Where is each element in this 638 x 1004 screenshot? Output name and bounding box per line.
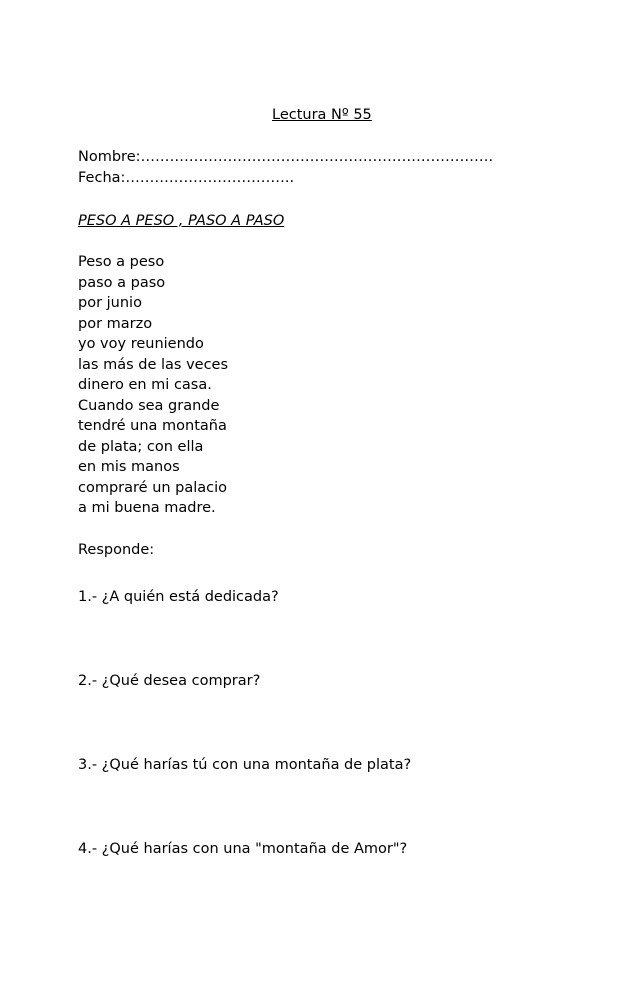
poem-line: a mi buena madre. <box>78 500 216 516</box>
reading-title: PESO A PESO , PASO A PASO <box>78 213 285 229</box>
poem-line: compraré un palacio <box>78 479 228 496</box>
poem-line: por marzo <box>78 315 153 332</box>
poem-line: paso a paso <box>78 274 166 291</box>
poem-line: en mis manos <box>78 459 180 475</box>
question-3: 3.- ¿Qué harías tú con una montaña de plata? <box>78 757 412 773</box>
poem-line: dinero en mi casa. <box>78 377 212 393</box>
poem <box>78 252 228 519</box>
page-title: Lectura Nº 55 <box>272 107 372 123</box>
nombre-field: Nombre:………………………………………………………………. <box>78 149 494 165</box>
poem-line: por junio <box>78 295 142 311</box>
responde-label: Responde: <box>78 542 155 558</box>
poem-line: Cuando sea grande <box>78 397 220 414</box>
poem-line: tendré una montaña <box>78 418 227 434</box>
poem-line: yo voy reuniendo <box>78 336 204 352</box>
poem-line: Peso a peso <box>78 254 165 270</box>
fecha-field: Fecha:…………………………….. <box>78 170 295 186</box>
question-4: 4.- ¿Qué harías con una "montaña de Amor"? <box>78 841 408 857</box>
poem-line: las más de las veces <box>78 356 229 373</box>
question-2: 2.- ¿Qué desea comprar? <box>78 673 261 689</box>
question-1: 1.- ¿A quién está dedicada? <box>78 589 279 605</box>
poem-line: de plata; con ella <box>78 438 204 455</box>
